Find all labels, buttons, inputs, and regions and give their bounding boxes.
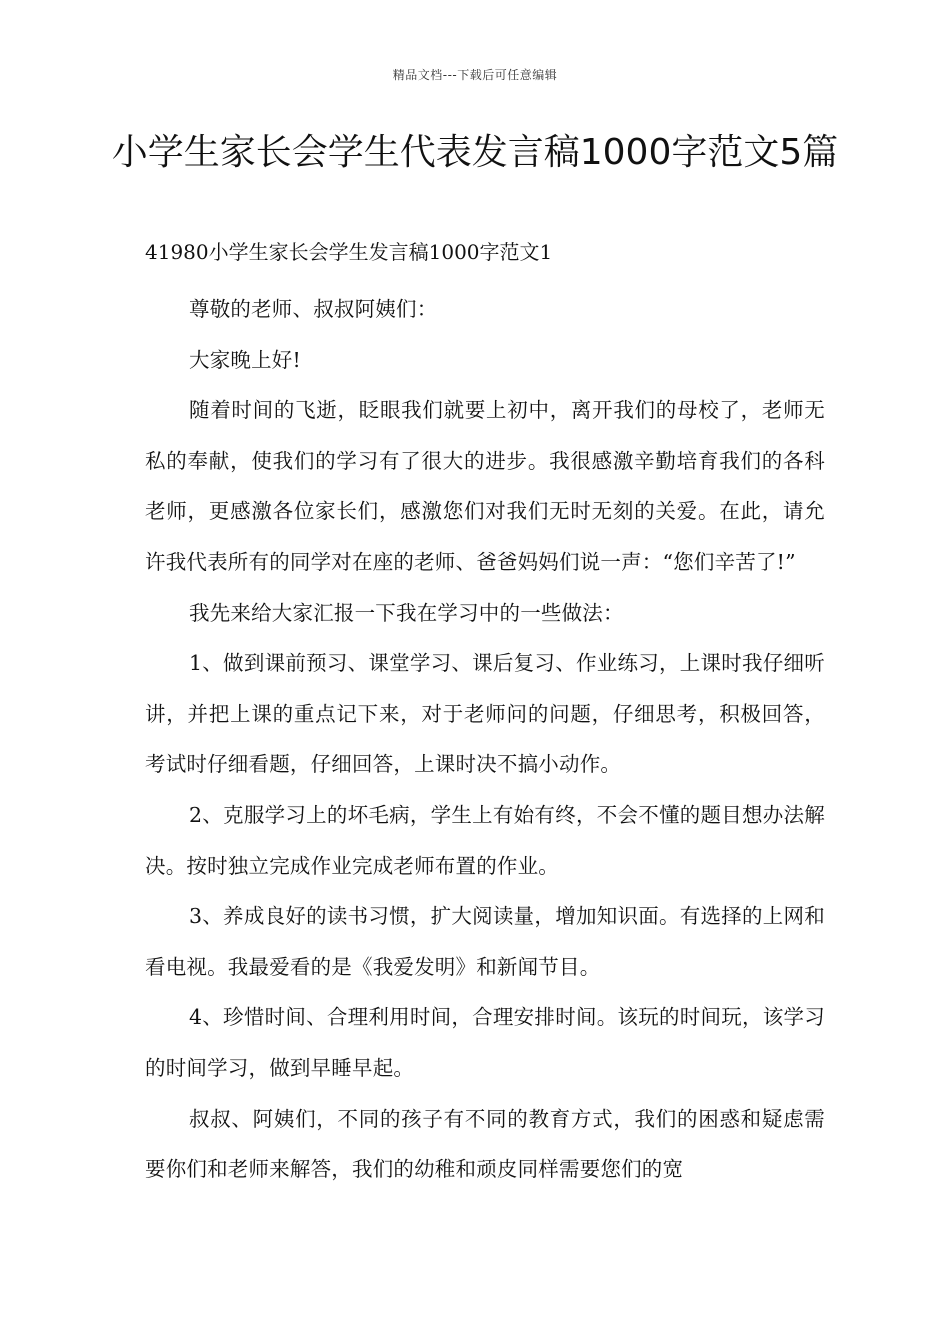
header-note: 精品文档---下载后可任意编辑 [392,68,558,82]
paragraph-point-1: 1、做到课前预习、课堂学习、课后复习、作业练习，上课时我仔细听讲，并把上课的重点记下来，对于老师问的问题，仔细思考，积极回答，考试时仔细看题，仔细回答，上课时决不搞小动作。 [145,651,825,777]
paragraph-salutation: 大家晚上好! [189,347,301,372]
paragraph-point-4: 4、珍惜时间、合理利用时间，合理安排时间。该玩的时间玩，该学习的时间学习，做到早睡早起。 [145,1005,825,1080]
paragraph-point-2: 2、克服学习上的坏毛病，学生上有始有终，不会不懂的题目想办法解决。按时独立完成作业完成老师布置的作业。 [145,802,825,878]
paragraph-closing: 叔叔、阿姨们，不同的孩子有不同的教育方式，我们的困惑和疑虑需要你们和老师来解答，我们的幼稚和顽皮同样需要您们的宽 [145,1106,825,1182]
paragraph-greeting: 尊敬的老师、叔叔阿姨们： [189,297,438,321]
paragraph-intro: 随着时间的飞逝，眨眼我们就要上初中，离开我们的母校了，老师无私的奉献，使我们的学习有了很大的进步。我很感激辛勤培育我们的各科老师，更感激各位家长们，感激您们对我们无时无刻的关爱。在此，请允许我代表所有的同学对在座的老师、爸爸妈妈们说一声：“您们辛苦了!” [145,398,825,574]
paragraph-report-lead: 我先来给大家汇报一下我在学习中的一些做法： [189,600,624,625]
document-title: 小学生家长会学生代表发言稿1000字范文5篇 [111,132,839,173]
document-subtitle: 41980小学生家长会学生发言稿1000字范文1 [145,240,553,264]
document-body [145,234,825,1195]
paragraph-point-3: 3、养成良好的读书习惯，扩大阅读量，增加知识面。有选择的上网和看电视。我最爱看的是《我爱发明》和新闻节目。 [145,904,825,979]
